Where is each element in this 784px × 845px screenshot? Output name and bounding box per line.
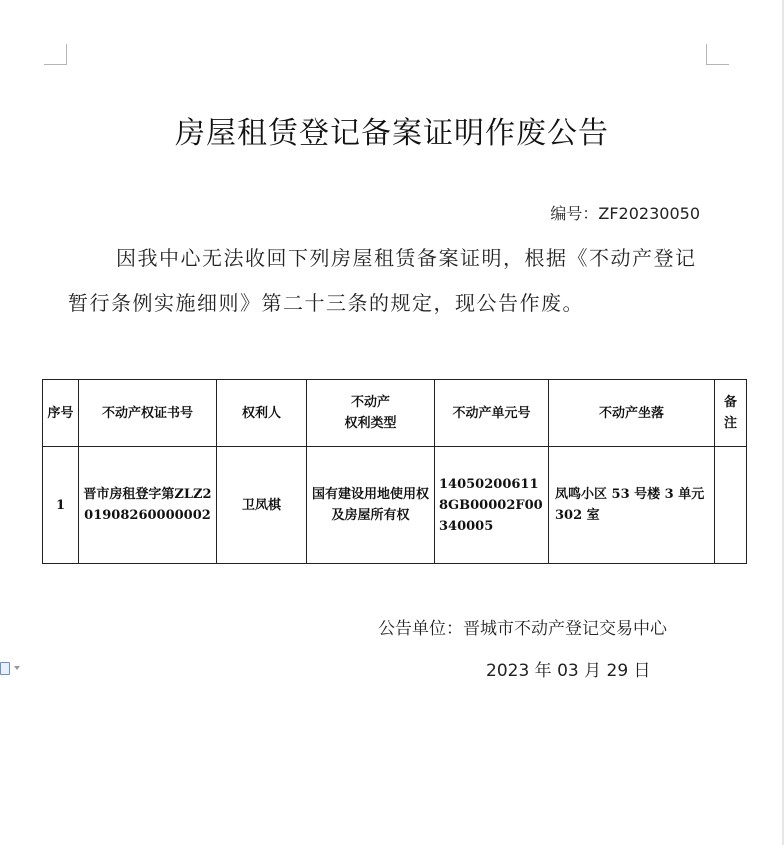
issuer-line: 公告单位：晋城市不动产登记交易中心	[378, 619, 667, 639]
header-right-type: 不动产 权利类型	[307, 380, 435, 447]
document-options-icon[interactable]	[0, 659, 30, 677]
table-row	[43, 447, 747, 564]
notice-paragraph: 因我中心无法收回下列房屋租赁备案证明，根据《不动产登记暂行条例实施细则》第二十三条的规定，现公告作废。	[68, 246, 697, 315]
header-owner: 权利人	[217, 380, 307, 447]
header-index: 序号	[43, 380, 79, 447]
document-title: 房屋租赁登记备案证明作废公告	[175, 116, 609, 151]
certificate-table	[42, 379, 747, 564]
crop-mark-top-right	[706, 44, 729, 65]
cell-right-type: 国有建设用地使用权及房屋所有权	[307, 447, 435, 564]
cell-index: 1	[43, 447, 79, 564]
cell-cert-no: 晋市房租登字第ZLZ201908260000002	[79, 447, 217, 564]
cell-remark	[715, 447, 747, 564]
cell-location: 凤鸣小区 53 号楼 3 单元 302 室	[549, 447, 715, 564]
cell-unit-no: 140502006118GB00002F00340005	[435, 447, 549, 564]
document-number: 编号：ZF20230050	[550, 204, 700, 223]
header-remark: 备注	[715, 380, 747, 447]
cell-owner: 卫凤棋	[217, 447, 307, 564]
document-icon	[0, 662, 10, 675]
header-unit-no: 不动产单元号	[435, 380, 549, 447]
table-header-row	[43, 380, 747, 447]
header-location: 不动产坐落	[549, 380, 715, 447]
issue-date: 2023 年 03 月 29 日	[486, 661, 651, 681]
header-cert-no: 不动产权证书号	[79, 380, 217, 447]
dropdown-arrow-icon	[14, 666, 20, 670]
crop-mark-top-left	[44, 44, 67, 65]
